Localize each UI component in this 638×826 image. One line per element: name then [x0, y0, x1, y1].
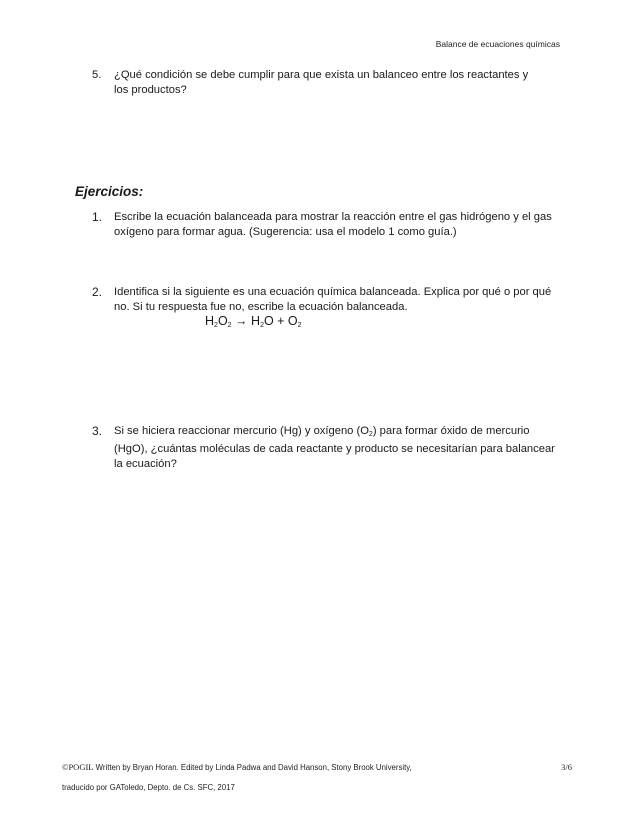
exercise-text: Escribe la ecuación balanceada para mostrar la reacción entre el gas hidrógeno y el gas oxígeno para formar agua. (Sugerencia: usa el modelo 1 como guía.)	[114, 211, 552, 238]
exercise-3	[92, 424, 572, 472]
formula-part: O + O	[263, 314, 298, 328]
exercise-text: Identifica si la siguiente es una ecuación química balanceada. Explica por qué o por qué no. Si tu respuesta fue no, escribe la ecuación balanceada.	[114, 286, 552, 313]
formula-sub: 2	[227, 322, 232, 329]
exercise-number: 2.	[92, 285, 103, 299]
exercise-text-part: ) para formar óxido de mercurio (HgO), ¿cuántas moléculas de cada reactante y producto se necesitarían para balancear la ecuación?	[114, 425, 555, 470]
chemical-formula	[205, 314, 302, 329]
formula-part: H	[251, 314, 261, 328]
formula-sub: 2	[297, 322, 302, 329]
exercise-number: 1.	[92, 210, 103, 224]
page-footer	[62, 757, 572, 798]
question-number: 5.	[92, 69, 102, 81]
formula-part: H	[205, 314, 215, 328]
page-number: 3/6	[561, 762, 572, 772]
exercise-number: 3.	[92, 424, 103, 438]
pogil-brand: ©POGIL	[62, 762, 94, 772]
exercise-1	[92, 210, 572, 242]
footer-line-2: traducido por GAToledo, Depto. de Cs. SFC, 2017	[62, 783, 235, 792]
page-header: Balance de ecuaciones químicas	[435, 39, 560, 49]
exercise-2	[92, 285, 572, 317]
exercise-text	[114, 424, 564, 472]
question-5	[92, 68, 562, 100]
section-title: Ejercicios:	[75, 184, 144, 199]
formula-part: O	[217, 314, 228, 328]
reaction-arrow: →	[231, 314, 252, 328]
formula-sub: 2	[260, 322, 264, 329]
exercise-text-sub: 2	[368, 431, 373, 438]
exercise-text-part: Si se hiciera reaccionar mercurio (Hg) y oxígeno (O	[114, 425, 369, 437]
footer-credits: Written by Bryan Horan. Edited by Linda Padwa and David Hanson, Stony Brook University,	[95, 763, 412, 772]
footer-line-1	[62, 757, 572, 778]
question-text: ¿Qué condición se debe cumplir para que exista un balanceo entre los reactantes y los productos?	[114, 69, 529, 96]
formula-sub: 2	[214, 322, 218, 329]
